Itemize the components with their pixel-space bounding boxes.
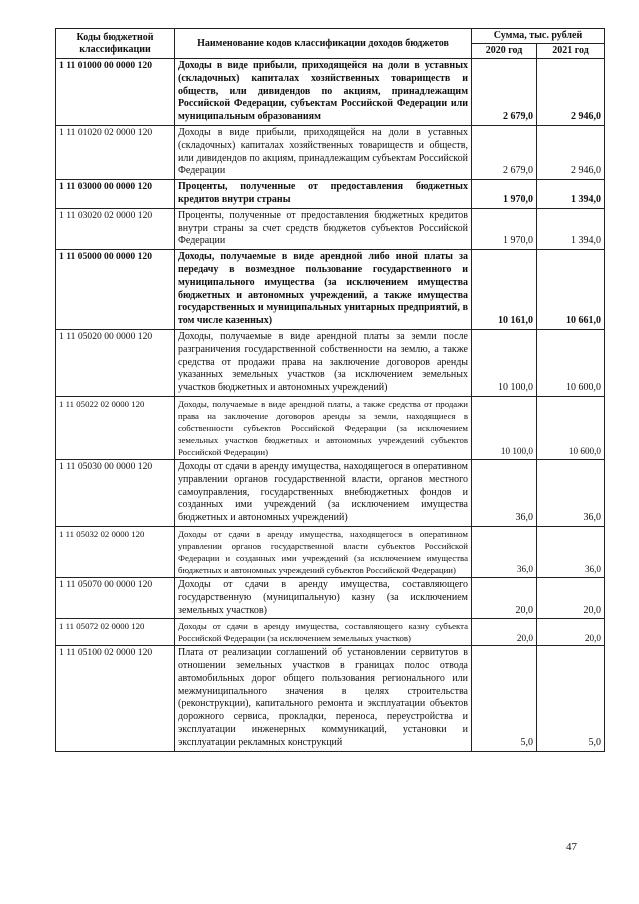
table-row [56,250,605,330]
row-code: 1 11 05030 00 0000 120 [56,459,175,526]
page-number: 47 [566,841,577,853]
table-header-row [56,29,605,44]
table-row [56,619,605,646]
row-value-2021: 20,0 [537,619,605,646]
table-row [56,396,605,459]
row-value-2021: 5,0 [537,646,605,751]
row-value-2020: 1 970,0 [472,208,537,249]
row-value-2020: 10 161,0 [472,250,537,330]
header-name: Наименование кодов классификации доходов бюджетов [175,29,472,59]
row-name: Доходы от сдачи в аренду имущества, находящегося в оперативном управлении органов государственной власти, органов местного самоуправления, государственных внебюджетных фондов и созданных ими учреждений (за исключением имущества бюджетных и автономных учреждений) [175,459,472,526]
row-value-2021: 36,0 [537,459,605,526]
row-value-2020: 20,0 [472,577,537,618]
row-name: Доходы, получаемые в виде арендной платы за земли после разграничения государственной собственности на землю, а также средства от продажи права на заключение договоров аренды указанных земельных участков (за исключением земельных участков бюджетных и автономных учреждений) [175,329,472,396]
row-value-2020: 5,0 [472,646,537,751]
row-value-2020: 1 970,0 [472,180,537,209]
row-code: 1 11 05020 00 0000 120 [56,329,175,396]
header-codes: Коды бюджетной классификации [56,29,175,59]
row-code: 1 11 01000 00 0000 120 [56,59,175,126]
row-name: Доходы в виде прибыли, приходящейся на доли в уставных (складочных) капиталах хозяйственных товариществ и обществ, или дивидендов по акциям, принадлежащим субъектам Российской Федерации [175,125,472,179]
row-code: 1 11 01020 02 0000 120 [56,125,175,179]
table-row [56,208,605,249]
revenue-table [55,28,605,752]
row-code: 1 11 05032 02 0000 120 [56,526,175,577]
row-name: Проценты, полученные от предоставления бюджетных кредитов внутри страны за счет средств бюджетов субъектов Российской Федерации [175,208,472,249]
row-name: Доходы в виде прибыли, приходящейся на доли в уставных (складочных) капиталах хозяйственных товариществ и обществ, или дивидендов по акциям, принадлежащим Российской Федерации, субъектам Российской Федерации или муниципальным образованиям [175,59,472,126]
row-name: Доходы, получаемые в виде арендной платы, а также средства от продажи права на заключение договоров аренды за земли, находящиеся в собственности субъектов Российской Федерации (за исключением земельных участков бюджетных и автономных учреждений субъектов Российской Федерации) [175,396,472,459]
row-value-2021: 1 394,0 [537,180,605,209]
table-row [56,526,605,577]
row-value-2020: 36,0 [472,526,537,577]
row-code: 1 11 03000 00 0000 120 [56,180,175,209]
row-code: 1 11 05022 02 0000 120 [56,396,175,459]
table-row [56,59,605,126]
row-name: Доходы от сдачи в аренду имущества, составляющего казну субъекта Российской Федерации (за исключением земельных участков) [175,619,472,646]
row-code: 1 11 03020 02 0000 120 [56,208,175,249]
row-code: 1 11 05072 02 0000 120 [56,619,175,646]
row-value-2021: 36,0 [537,526,605,577]
header-year-2020: 2020 год [472,44,537,59]
row-value-2021: 20,0 [537,577,605,618]
table-row [56,125,605,179]
row-value-2021: 2 946,0 [537,59,605,126]
header-sum: Сумма, тыс. рублей [472,29,605,44]
table-row [56,459,605,526]
row-value-2020: 36,0 [472,459,537,526]
row-name: Доходы от сдачи в аренду имущества, составляющего государственную (муниципальную) казну (за исключением земельных участков) [175,577,472,618]
row-value-2020: 2 679,0 [472,125,537,179]
table-row [56,646,605,751]
row-value-2021: 2 946,0 [537,125,605,179]
row-value-2020: 10 100,0 [472,329,537,396]
table-row [56,329,605,396]
row-value-2021: 10 600,0 [537,396,605,459]
row-name: Доходы от сдачи в аренду имущества, находящегося в оперативном управлении органов государственной власти субъектов Российской Федерации и созданных ими учреждений (за исключением имущества бюджетных и автономных учреждений субъектов Российской Федерации) [175,526,472,577]
table-row [56,180,605,209]
row-code: 1 11 05100 02 0000 120 [56,646,175,751]
row-code: 1 11 05000 00 0000 120 [56,250,175,330]
row-name: Доходы, получаемые в виде арендной либо иной платы за передачу в возмездное пользование государственного и муниципального имущества (за исключением имущества бюджетных и автономных учреждений, а также имущества государственных и муниципальных унитарных предприятий, в том числе казенных) [175,250,472,330]
row-value-2021: 10 600,0 [537,329,605,396]
row-value-2021: 10 661,0 [537,250,605,330]
header-year-2021: 2021 год [537,44,605,59]
row-value-2020: 20,0 [472,619,537,646]
row-value-2020: 2 679,0 [472,59,537,126]
row-value-2020: 10 100,0 [472,396,537,459]
row-code: 1 11 05070 00 0000 120 [56,577,175,618]
row-name: Плата от реализации соглашений об установлении сервитутов в отношении земельных участков в границах полос отвода автомобильных дорог общего пользования регионального или межмуниципального значения в целях строительства (реконструкции), капитального ремонта и эксплуатации объектов дорожного сервиса, прокладки, переноса, переустройства и эксплуатации инженерных коммуникаций, установки и эксплуатации рекламных конструкций [175,646,472,751]
row-value-2021: 1 394,0 [537,208,605,249]
row-name: Проценты, полученные от предоставления бюджетных кредитов внутри страны [175,180,472,209]
table-row [56,577,605,618]
